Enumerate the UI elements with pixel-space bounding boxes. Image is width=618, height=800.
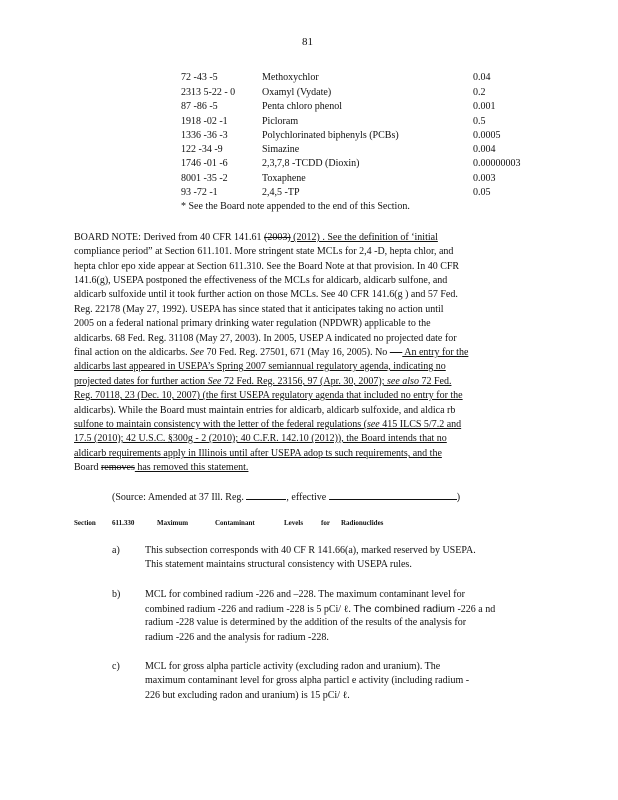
subsection-line: This statement maintains structural consistency with USEPA rules.	[145, 559, 412, 570]
cas-number: 72 -43 -5	[181, 72, 218, 83]
table-footnote: * See the Board note appended to the end of this Section.	[181, 201, 410, 212]
subsection-line: combined radium -226 and radium -228 is 5 pCi/ ℓ. The combined radium -226 a nd	[145, 603, 496, 615]
mcl-value: 0.0005	[473, 130, 501, 141]
mcl-value: 0.00000003	[473, 158, 521, 169]
struck-text	[390, 347, 403, 358]
mcl-value: 0.003	[473, 173, 496, 184]
subsection-line: radium -228 value is determined by the addition of the results of the analysis for	[145, 617, 467, 628]
contaminant-name: Methoxychlor	[262, 72, 319, 83]
subsection-line: MCL for gross alpha particle activity (excluding radon and uranium). The	[145, 661, 441, 672]
board-note-line: hepta chlor epo xide appear at Section 611.310. See the Board Note at that provision. In 40 CFR	[74, 261, 460, 272]
table-row	[0, 101, 618, 115]
section-label: Section	[74, 519, 96, 527]
cas-number: 1336 -36 -3	[181, 130, 228, 141]
board-note-line: projected dates for further action See 72 Fed. Reg. 23156, 97 (Apr. 30, 2007); see also 72 Fed.	[74, 376, 452, 387]
cas-number: 122 -34 -9	[181, 144, 223, 155]
board-note-line: aldicarb sulfoxide until it took further action on those MCLs. See 40 CFR 141.6(g ) and 57 Fed.	[74, 289, 458, 300]
contaminant-name: Penta chloro phenol	[262, 101, 342, 112]
board-note-line: aldicarb requirements apply in Illinois until after USEPA adop ts such requirements, and the	[74, 448, 442, 459]
mcl-value: 0.004	[473, 144, 496, 155]
board-note-line: Reg. 70118, 23 (Dec. 10, 2007) (the first USEPA regulatory agenda that included no entry for the	[74, 390, 463, 401]
board-note-line: final action on the aldicarbs. See 70 Fed. Reg. 27501, 671 (May 16, 2005). No An entry for the	[74, 347, 469, 358]
contaminant-name: Simazine	[262, 144, 300, 155]
section-number: 611.330	[112, 519, 135, 527]
board-note-line: compliance period” at Section 611.101. More stringent state MCLs for 2,4 -D, hepta chlor, and	[74, 246, 454, 257]
board-note-line: aldicarbs). While the Board must maintain entries for aldicarb, aldicarb sulfoxide, and aldica rb	[74, 405, 456, 416]
board-note-line: 2005 on a federal national primary drinking water regulation (NPDWR) applicable to the	[74, 318, 431, 329]
contaminant-name: Polychlorinated biphenyls (PCBs)	[262, 130, 399, 141]
mcl-value: 0.05	[473, 187, 491, 198]
board-note-line: Reg. 22178 (May 27, 1992). USEPA has since stated that it anticipates taking no action until	[74, 304, 444, 315]
heading-word: Maximum	[157, 519, 189, 527]
board-note-line: aldicarbs. 68 Fed. Reg. 31108 (May 27, 2003). In 2005, USEP A indicated no projected date for	[74, 333, 457, 344]
cas-number: 87 -86 -5	[181, 101, 218, 112]
subsection-line: MCL for combined radium -226 and –228. The maximum contaminant level for	[145, 589, 465, 600]
mcl-value: 0.001	[473, 101, 496, 112]
table-row	[0, 130, 618, 144]
contaminant-name: 2,3,7,8 -TCDD (Dioxin)	[262, 158, 360, 169]
heading-word: Levels	[284, 519, 304, 527]
mcl-value: 0.5	[473, 116, 486, 127]
contaminant-name: Oxamyl (Vydate)	[262, 87, 332, 98]
blank-volume-page	[246, 489, 286, 500]
subsection-line: This subsection corresponds with 40 CF R 141.66(a), marked reserved by USEPA.	[145, 545, 476, 556]
board-note-line: Board removes has removed this statement.	[74, 462, 249, 473]
board-note-line: aldicarbs last appeared in USEPA’s Spring 2007 semiannual regulatory agenda, indicating no	[74, 361, 446, 372]
cas-number: 2313 5-22 - 0	[181, 87, 236, 98]
table-row	[0, 158, 618, 172]
heading-word: Radionuclides	[341, 519, 384, 527]
table-row	[0, 173, 618, 187]
emphasized-text: The combined radium	[353, 603, 455, 615]
table-row	[0, 187, 618, 201]
subsection-line: radium -226 and the analysis for radium -228.	[145, 632, 329, 643]
heading-word: for	[321, 519, 330, 527]
subsection-label: b)	[112, 589, 121, 600]
cas-number: 93 -72 -1	[181, 187, 218, 198]
struck-text: removes	[100, 462, 135, 473]
subsection-line: 226 but excluding radon and uranium) is 15 pCi/ ℓ.	[145, 690, 350, 701]
subsection-label: a)	[112, 545, 120, 556]
contaminant-name: Toxaphene	[262, 173, 306, 184]
table-row	[0, 87, 618, 101]
source-note: (Source: Amended at 37 Ill. Reg. , effective )	[112, 489, 460, 503]
table-row	[0, 72, 618, 86]
board-note-line: 141.6(g), USEPA postponed the effectiveness of the MCLs for aldicarb, aldicarb sulfone, and	[74, 275, 448, 286]
contaminant-name: 2,4,5 -TP	[262, 187, 300, 198]
blank-effective-date	[329, 489, 457, 500]
cas-number: 1918 -02 -1	[181, 116, 228, 127]
board-note-line: 17.5 (2010); 42 U.S.C. §300g - 2 (2010); 40 C.F.R. 142.10 (2012)), the Board intends that no	[74, 433, 447, 444]
contaminant-name: Picloram	[262, 116, 299, 127]
board-note-line: sulfone to maintain consistency with the letter of the federal regulations (see 415 ILCS 5/7.2 and	[74, 419, 462, 430]
heading-word: Contaminant	[215, 519, 255, 527]
page-number: 81	[302, 36, 313, 48]
cas-number: 1746 -01 -6	[181, 158, 228, 169]
struck-text: (2003)	[264, 232, 291, 243]
table-row	[0, 144, 618, 158]
table-row	[0, 116, 618, 130]
subsection-line: maximum contaminant level for gross alpha particl e activity (including radium -	[145, 675, 470, 686]
cas-number: 8001 -35 -2	[181, 173, 228, 184]
mcl-value: 0.04	[473, 72, 491, 83]
mcl-value: 0.2	[473, 87, 486, 98]
board-note-line: BOARD NOTE: Derived from 40 CFR 141.61 (2003) (2012) . See the definition of ‘initial	[74, 232, 438, 243]
subsection-label: c)	[112, 661, 120, 672]
